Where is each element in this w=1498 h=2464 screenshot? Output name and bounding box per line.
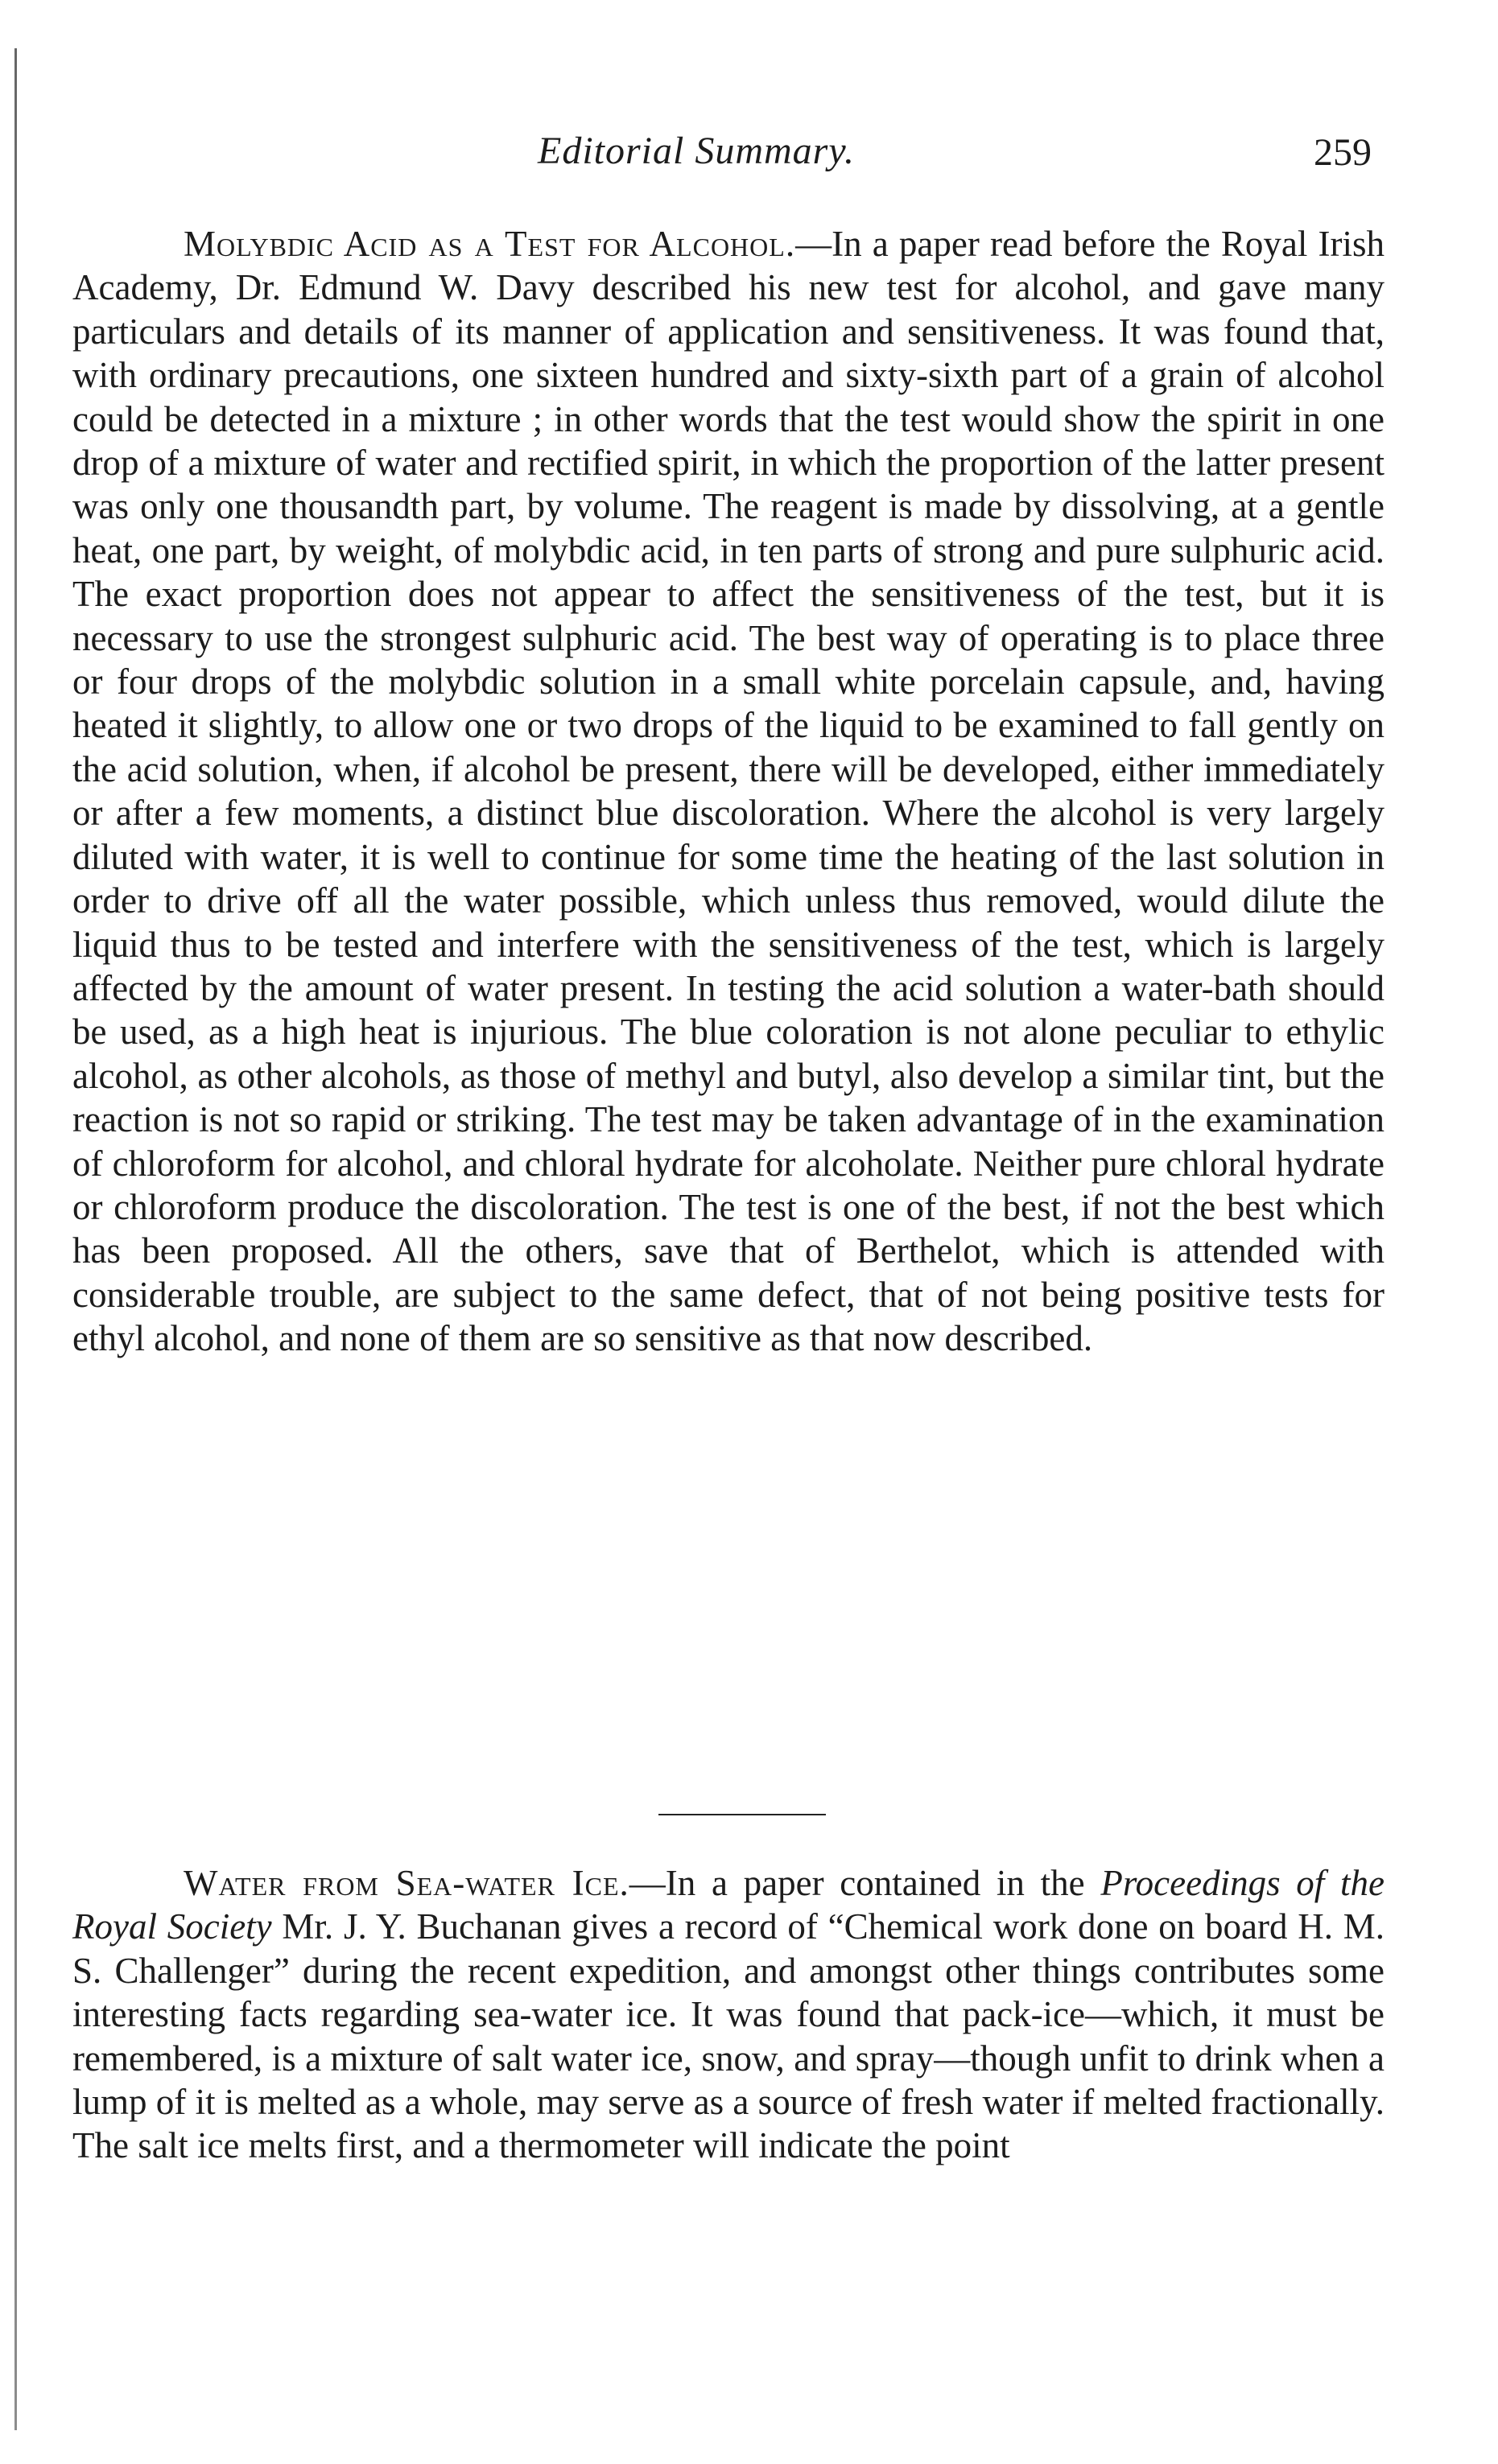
article-heading: Water from Sea-water Ice. <box>184 1863 629 1903</box>
running-title: Editorial Summary. <box>538 130 856 172</box>
section-divider <box>658 1814 826 1815</box>
journal-title: Proceedings of the Royal Society <box>72 1863 1385 1947</box>
article-sea-water-ice <box>72 1861 1385 2168</box>
article-body-start: —In a paper contained in the <box>629 1863 1101 1903</box>
article-body-rest: Mr. J. Y. Buchanan gives a record of “Chemical work done on board H. M. S. Challenger” during the recent expedition, and amongst other things contributes some interesting facts regarding sea-water ice. It was found that pack-ice—which, it must be remembered, is a mixture of salt water ice, snow, and spray—though unfit to drink when a lump of it is melted as a whole, may serve as a source of fresh water if melted fractionally. The salt ice melts first, and a thermometer will indicate the point <box>72 1906 1385 2166</box>
running-head <box>0 129 1498 185</box>
article-heading: Molybdic Acid as a Test for Alcohol. <box>184 224 796 264</box>
page-binding-edge <box>14 48 17 2430</box>
article-paragraph <box>72 222 1385 1361</box>
page-number: 259 <box>1314 131 1372 174</box>
article-body: —In a paper read before the Royal Irish Academy, Dr. Edmund W. Davy described his new test for alcohol, and gave many particulars and details of its manner of application and sensitiveness. It was found that, with ordinary precautions, one sixteen hundred and sixty-sixth part of a grain of alcohol could be detected in a mixture ; in other words that the test would show the spirit in one drop of a mixture of water and rectified spirit, in which the proportion of the latter present was only one thousandth part, by volume. The reagent is made by dissolving, at a gentle heat, one part, by weight, of molybdic acid, in ten parts of strong and pure sulphuric acid. The exact proportion does not appear to affect the sensitiveness of the test, but it is necessary to use the strongest sulphuric acid. The best way of operating is to place three or four drops of the molybdic solution in a small white porcelain capsule, and, having heated it slightly, to allow one or two drops of the liquid to be examined to fall gently on the acid solution, when, if alcohol be present, there will be developed, either immediately or after a few moments, a distinct blue discoloration. Where the alcohol is very largely diluted with water, it is well to continue for some time the heating of the last solution in order to drive off all the water possible, which unless thus removed, would dilute the liquid thus to be tested and interfere with the sensitiveness of the test, which is largely affected by the amount of water present. In testing the acid solution a water-bath should be used, as a high heat is injurious. The blue coloration is not alone peculiar to ethylic alcohol, as other alcohols, as those of methyl and butyl, also develop a similar tint, but the reaction is not so rapid or striking. The test may be taken advantage of in the examination of chloroform for alcohol, and chloral hydrate for alcoholate. Neither pure chloral hydrate or chloroform produce the discoloration. The test is one of the best, if not the best which has been proposed. All the others, save that of Berthelot, which is attended with considerable trouble, are subject to the same defect, that of not being positive tests for ethyl alcohol, and none of them are so sensitive as that now described. <box>72 224 1385 1359</box>
article-molybdic-acid <box>72 222 1385 1361</box>
article-paragraph <box>72 1861 1385 2168</box>
